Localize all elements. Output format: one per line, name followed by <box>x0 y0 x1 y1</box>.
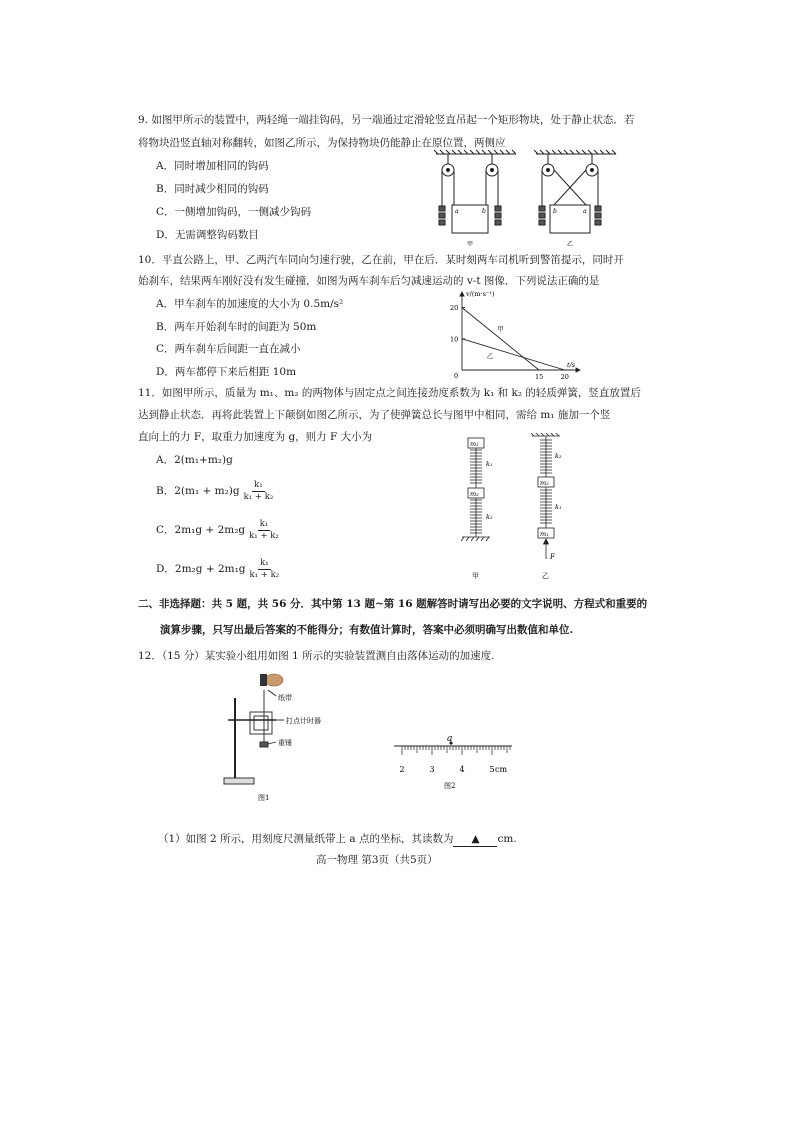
q9-option-d: D．无需调整钩码数目 <box>156 229 259 241</box>
q11-option-c-text: C．2m₁g + 2m₂g <box>156 524 246 536</box>
series-line-jia <box>462 308 539 370</box>
q11-stem-line1: 11．如图甲所示，质量为 m₁、m₂ 的两物体与固定点之间连接劲度系数为 k₁ 和 k₂ 的轻质弹簧，竖直放置后 <box>138 387 641 399</box>
q11-option-a: A．2(m₁+m₂)g <box>156 454 233 466</box>
y-axis-label: v/(m·s⁻¹) <box>466 290 495 298</box>
section2-heading-line1: 二、非选择题：共 5 题，共 56 分．其中第 13 题~第 16 题解答时请写出必要的文字说明、方程式和重要的 <box>138 598 648 610</box>
q11-option-b-text: B．2(m₁ + m₂)g <box>156 485 240 497</box>
vt-chart <box>440 288 590 384</box>
frac-numerator: k₁ <box>254 479 263 490</box>
q9-stem-line1: 9. 如图甲所示的装置中，两轻绳一端挂钩码，另一端通过定滑轮竖直吊起一个矩形物块，处于静止状态．若 <box>138 114 635 126</box>
page-footer: 高一物理 第3页（共5页） <box>316 854 438 866</box>
pulley-figure <box>430 148 630 250</box>
q9-option-b: B．同时减少相同的钩码 <box>156 183 269 195</box>
q9-option-a: A．同时增加相同的钩码 <box>156 160 269 172</box>
frac-numerator: k₁ <box>259 518 269 529</box>
block-label-a: a <box>455 208 459 215</box>
frac-denominator: k₁ + k₂ <box>249 530 279 541</box>
ruler-tick-label: 5 <box>489 765 495 774</box>
hand-icon <box>265 674 283 686</box>
q10-option-b: B．两车开始刹车时的间距为 50m <box>156 321 317 333</box>
q11-option-d <box>156 557 281 581</box>
q12-stem: 12．（15 分）某实验小组用如图 1 所示的实验装置测自由落体运动的加速度. <box>138 650 495 662</box>
x-tick-label: 15 <box>534 373 544 381</box>
q11-option-b <box>156 479 275 503</box>
point-a-label: a <box>447 734 453 744</box>
q12-sub1 <box>158 833 517 847</box>
x-tick-label: 20 <box>560 373 569 381</box>
timer-label: 打点计时器 <box>286 717 321 725</box>
origin-label: 0 <box>454 372 459 380</box>
weight-label: 重锤 <box>278 739 292 747</box>
label-k2-yi: k₂ <box>555 452 562 460</box>
q11-option-c <box>156 518 281 542</box>
q10-stem-line2: 始刹车，结果两车刚好没有发生碰撞，如图为两车刹车后匀减速运动的 v-t 图像．下列说法正确的是 <box>138 275 600 287</box>
section2-heading-line2: 演算步骤，只写出最后答案的不能得分；有数值计算时，答案中必须明确写出数值和单位. <box>160 624 574 636</box>
q10-option-c: C．两车刹车后间距一直在减小 <box>156 343 301 355</box>
tape-label: 纸带 <box>278 694 292 702</box>
fig-yi-label: 乙 <box>567 241 574 248</box>
fig-jia-label: 甲 <box>472 572 479 580</box>
frac-denominator: k₁ + k₂ <box>243 491 274 502</box>
frac-denominator: k₁ + k₂ <box>249 569 280 580</box>
label-m2-yi: m₂ <box>540 479 549 487</box>
q9-option-c: C．一侧增加钩码，一侧减少钩码 <box>156 206 312 218</box>
ruler-figure <box>390 732 520 792</box>
fig-jia-label: 甲 <box>467 241 474 248</box>
q11-stem-line3: 直向上的力 F，取重力加速度为 g，则力 F 大小为 <box>138 431 373 443</box>
q11-option-d-text: D．2m₂g + 2m₁g <box>156 563 246 575</box>
triangle-icon: ▲ <box>471 833 480 845</box>
y-axis-arrow <box>460 292 464 296</box>
label-k1-yi: k₁ <box>555 503 562 511</box>
q11-stem-line2: 达到静止状态．再将此装置上下颠倒如图乙所示，为了使弹簧总长与图甲中相同，需给 m₁ 施加一个竖 <box>138 409 611 421</box>
apparatus-figure <box>216 668 326 806</box>
block-label-b2: b <box>553 208 557 215</box>
label-k2-jia: k₂ <box>486 513 493 521</box>
q10-stem-line1: 10．平直公路上，甲、乙两汽车同向匀速行驶，乙在前，甲在后．某时刻两车司机听到警笛提示，同时开 <box>138 254 624 266</box>
q10-option-a: A．甲车刹车的加速度的大小为 0.5m/s² <box>156 298 344 310</box>
label-m2-jia: m₂ <box>470 490 479 498</box>
fig2-caption: 图2 <box>444 782 456 790</box>
ruler-unit: cm <box>495 765 508 774</box>
block-label-b: b <box>482 208 486 215</box>
tape-clip-icon <box>260 674 267 686</box>
label-force-f: F <box>550 553 555 561</box>
q11-fraction <box>248 558 282 581</box>
q11-fraction <box>242 480 276 503</box>
series-label-jia: 甲 <box>497 324 504 333</box>
x-axis-label: t/s <box>567 361 576 369</box>
frac-numerator: k₁ <box>260 557 269 568</box>
block-label-a2: a <box>583 208 587 215</box>
y-tick-label: 20 <box>450 304 459 313</box>
q9-stem-line2: 将物块沿竖直轴对称翻转，如图乙所示，为保持物块仍能静止在原位置，两侧应 <box>138 137 506 149</box>
fig-yi-label: 乙 <box>542 572 549 580</box>
series-line-yi <box>462 339 565 370</box>
q12-sub1-unit: cm. <box>497 833 517 845</box>
series-label-yi: 乙 <box>486 352 494 361</box>
y-tick-label: 10 <box>450 335 459 344</box>
ruler-tick-label: 3 <box>429 765 435 774</box>
ruler-tick-label: 4 <box>459 765 465 774</box>
x-axis-arrow <box>576 368 580 372</box>
q12-sub1-text: （1）如图 2 所示，用刻度尺测量纸带上 a 点的坐标，其读数为 <box>158 833 454 845</box>
label-m1-yi: m₁ <box>540 530 549 538</box>
q11-fraction <box>247 519 281 542</box>
ruler-tick-label: 2 <box>399 765 405 774</box>
fig1-caption: 图1 <box>258 794 270 802</box>
label-k1-jia: k₁ <box>486 460 493 468</box>
answer-blank[interactable] <box>453 833 497 847</box>
q10-option-d: D．两车都停下来后相距 10m <box>156 366 297 378</box>
spring-figure <box>458 433 598 581</box>
label-m1-jia: m₁ <box>470 440 479 448</box>
